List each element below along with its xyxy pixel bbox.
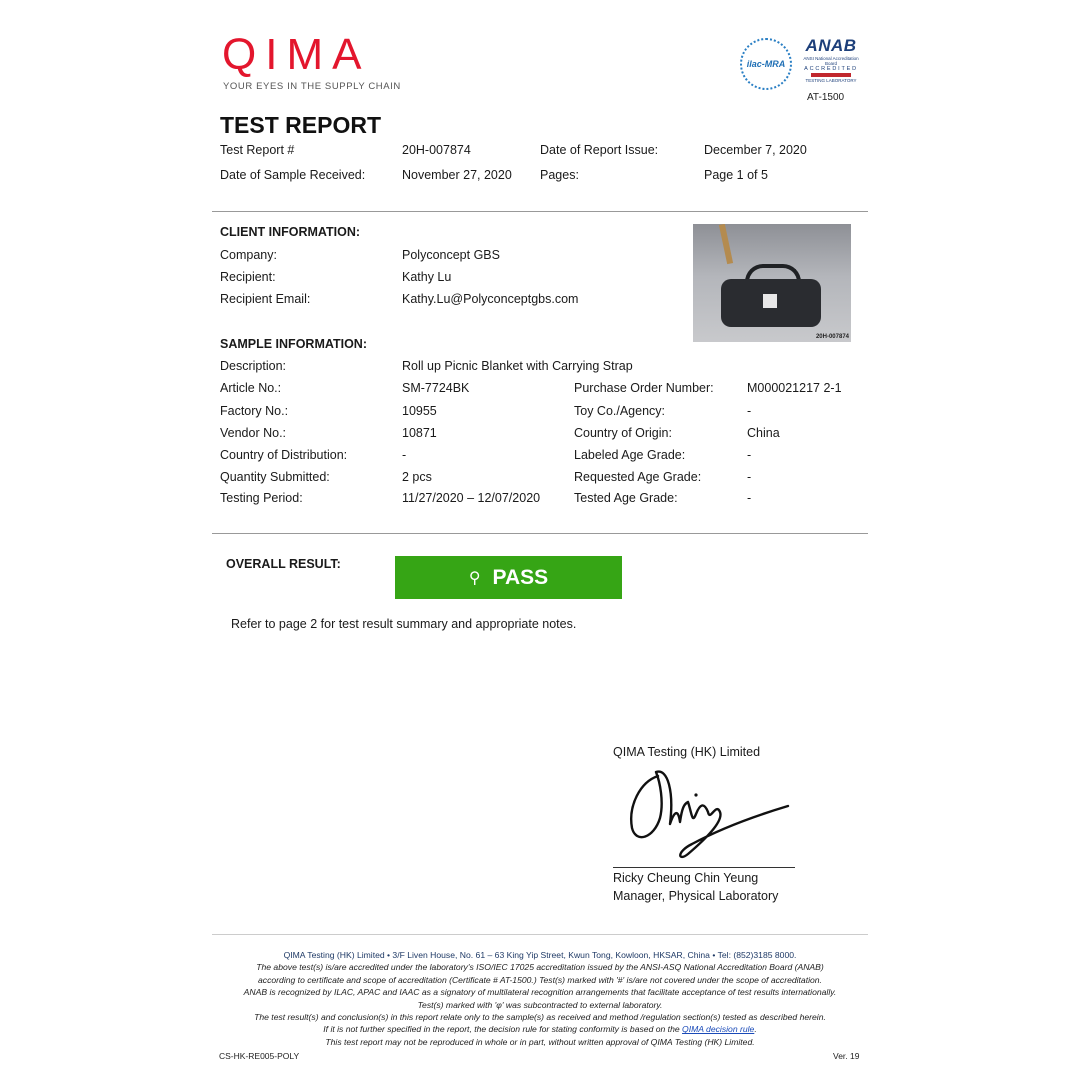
qima-decision-rule-link[interactable]: QIMA decision rule [682, 1024, 755, 1035]
footer-divider [212, 934, 868, 935]
anab-red-bar [811, 73, 851, 77]
sample-left-label: Quantity Submitted: [220, 470, 330, 484]
overall-result-label: OVERALL RESULT: [226, 557, 341, 571]
sample-right-value: - [747, 448, 752, 462]
sample-right-label: Tested Age Grade: [574, 491, 678, 505]
footer [200, 949, 880, 1048]
sample-left-value: 11/27/2020 – 12/07/2020 [402, 491, 541, 505]
footer-subcontract: Test(s) marked with 'φ' was subcontracted to external laboratory. [417, 999, 663, 1010]
recipient-label: Recipient: [220, 270, 276, 284]
photo-label-tag [763, 294, 777, 308]
signatory-title: Manager, Physical Laboratory [613, 889, 779, 903]
sample-left-value: 2 pcs [402, 470, 432, 484]
footer-decision-rule [200, 1023, 880, 1035]
issue-date-value: December 7, 2020 [704, 143, 807, 157]
anab-testing-lab: TESTING LABORATORY [805, 78, 857, 83]
sample-right-value: - [747, 404, 752, 418]
description-value: Roll up Picnic Blanket with Carrying Strap [402, 359, 633, 373]
sample-left-value: SM-7724BK [402, 381, 470, 395]
anab-subtitle: ANSI National Accreditation Board [803, 56, 859, 66]
divider [212, 533, 868, 534]
sample-left-label: Testing Period: [220, 491, 303, 505]
test-report-value: 20H-007874 [402, 143, 471, 157]
description-label: Description: [220, 359, 286, 373]
sample-heading: SAMPLE INFORMATION: [220, 337, 367, 351]
company-value: Polyconcept GBS [402, 248, 500, 262]
result-note: Refer to page 2 for test result summary and appropriate notes. [231, 617, 577, 631]
signatory-name: Ricky Cheung Chin Yeung [613, 871, 759, 885]
key-icon: ⚲ [468, 569, 481, 587]
footer-scope: The test result(s) and conclusion(s) in this report relate only to the sample(s) as received and method /regulation section(s) tested as described herein. [254, 1012, 826, 1023]
test-report-label: Test Report # [220, 143, 295, 157]
sample-left-label: Article No.: [220, 381, 282, 395]
certificate-number: AT-1500 [807, 92, 845, 103]
sample-right-value: - [747, 491, 752, 505]
footer-accreditation: The above test(s) is/are accredited under the laboratory's ISO/IEC 17025 accreditation issued by the ANSI-ASQ National Accreditation Board (ANAB) [256, 962, 824, 973]
qima-logo: QIMA [222, 30, 371, 79]
sample-left-value: 10871 [402, 426, 437, 440]
recipient-value: Kathy Lu [402, 270, 452, 284]
footer-recognition: ANAB is recognized by ILAC, APAC and IAAC as a signatory of multilateral recognition arrangements that facilitate acceptance of test results internationally. [243, 987, 837, 998]
signature-company: QIMA Testing (HK) Limited [613, 745, 761, 759]
document-version: Ver. 19 [833, 1051, 860, 1061]
ilac-mra-logo: ilac-MRA [740, 38, 792, 90]
sample-right-value: M000021217 2-1 [747, 381, 842, 395]
sample-photo [693, 224, 851, 342]
company-label: Company: [220, 248, 277, 262]
document-code: CS-HK-RE005-POLY [219, 1051, 300, 1061]
sample-right-value: - [747, 470, 752, 484]
decision-rule-text: If it is not further specified in the report, the decision rule for stating conformity is based on the [323, 1024, 680, 1035]
sample-right-label: Country of Origin: [574, 426, 672, 440]
footer-address: QIMA Testing (HK) Limited • 3/F Liven House, No. 61 – 63 King Yip Street, Kwun Tong, Kowloon, HKSAR, China • Tel: (852)3185 8000. [283, 950, 797, 960]
sample-right-label: Purchase Order Number: [574, 381, 714, 395]
issue-date-label: Date of Report Issue: [540, 143, 659, 157]
received-date-value: November 27, 2020 [402, 168, 512, 182]
sample-left-value: 10955 [402, 404, 437, 418]
client-heading: CLIENT INFORMATION: [220, 225, 361, 239]
sample-left-value: - [402, 448, 407, 462]
pages-label: Pages: [540, 168, 579, 182]
decision-rule-period: . [754, 1024, 757, 1035]
handwritten-signature [618, 762, 798, 866]
photo-caption: 20H-007874 [815, 334, 849, 340]
anab-word: ANAB [805, 36, 857, 55]
sample-left-label: Vendor No.: [220, 426, 287, 440]
sample-right-value: China [747, 426, 780, 440]
signature-line [613, 867, 795, 868]
anab-accredited: ACCREDITED [804, 66, 858, 72]
email-label: Recipient Email: [220, 292, 311, 306]
sample-left-label: Country of Distribution: [220, 448, 348, 462]
footer-reproduction: This test report may not be reproduced in whole or in part, without written approval of QIMA Testing (HK) Limited. [325, 1036, 755, 1047]
logo-tagline: YOUR EYES IN THE SUPPLY CHAIN [223, 81, 401, 92]
divider [212, 211, 868, 212]
received-date-label: Date of Sample Received: [220, 168, 366, 182]
page-title: TEST REPORT [220, 112, 382, 138]
sample-right-label: Toy Co./Agency: [574, 404, 666, 418]
pass-badge [395, 556, 622, 599]
sample-left-label: Factory No.: [220, 404, 289, 418]
pass-text: PASS [492, 565, 549, 589]
photo-background-wood [719, 224, 733, 264]
pages-value: Page 1 of 5 [704, 168, 768, 182]
sample-right-label: Requested Age Grade: [574, 470, 702, 484]
sample-right-label: Labeled Age Grade: [574, 448, 686, 462]
anab-logo [800, 36, 862, 92]
email-value: Kathy.Lu@Polyconceptgbs.com [402, 292, 579, 306]
footer-certificate: according to certificate and scope of accreditation (Certificate # AT-1500.) Test(s) marked with '#' is/are not covered under the scope of accreditation. [258, 974, 822, 985]
